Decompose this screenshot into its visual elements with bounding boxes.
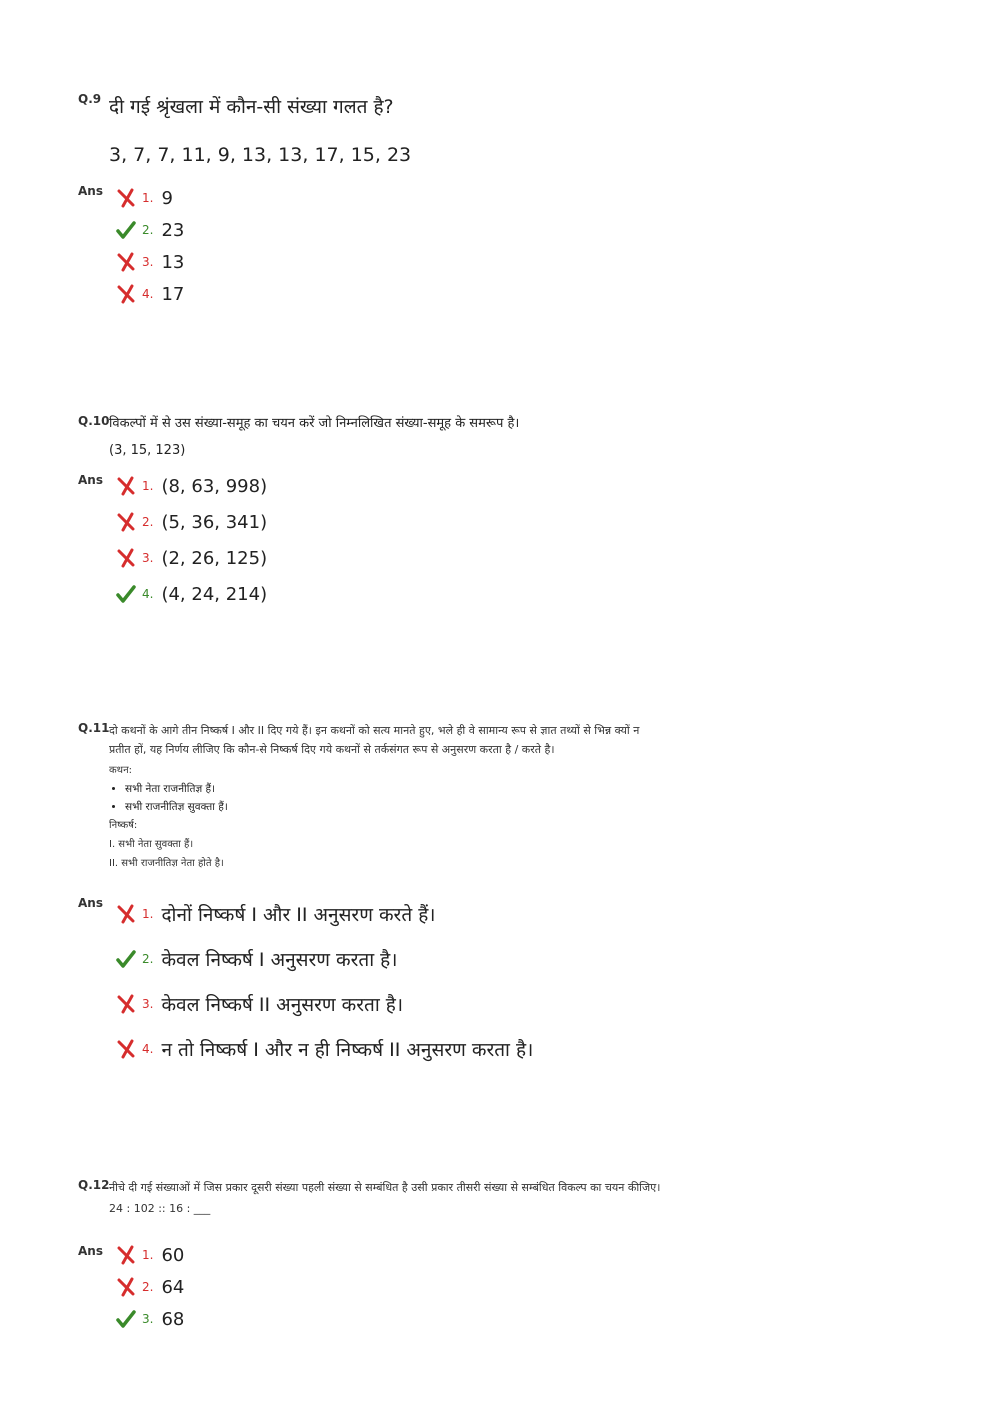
option-3[interactable]: [116, 1303, 184, 1335]
statements-label: कथन:: [109, 765, 132, 776]
option-3[interactable]: [116, 981, 533, 1026]
cross-icon: [116, 904, 136, 924]
option-text: (2, 26, 125): [161, 547, 268, 569]
options-list: [116, 182, 184, 310]
statement-item: • सभी नेता राजनीतिज्ञ हैं।: [125, 780, 678, 798]
check-icon: [116, 220, 136, 240]
option-text: 60: [161, 1244, 185, 1266]
ans-label: Ans: [78, 184, 103, 198]
question-11: [78, 721, 678, 1061]
option-number: 1.: [142, 479, 154, 493]
question-number: Q.9: [78, 92, 102, 106]
option-text: न तो निष्कर्ष I और न ही निष्कर्ष II अनुसरण करता है।: [161, 1038, 534, 1061]
option-number: 4.: [142, 587, 154, 601]
ans-label: Ans: [78, 1244, 103, 1258]
option-text: 64: [161, 1276, 185, 1298]
cross-icon: [116, 1277, 136, 1297]
option-number: 3.: [142, 255, 154, 269]
statements-list: [109, 780, 678, 816]
option-2[interactable]: [116, 504, 267, 540]
option-text: 68: [161, 1308, 185, 1330]
option-number: 4.: [142, 287, 154, 301]
cross-icon: [116, 1245, 136, 1265]
conclusion-item: I. सभी नेता सुवक्ता हैं।: [109, 839, 194, 850]
question-9: [78, 92, 678, 305]
option-1[interactable]: [116, 182, 184, 214]
option-text: (8, 63, 998): [161, 475, 268, 497]
option-2[interactable]: [116, 936, 533, 981]
question-stem: नीचे दी गई संख्याओं में जिस प्रकार दूसरी संख्या पहली संख्या से सम्बंधित है उसी प्रकार तीसरी संख्या से सम्बंधित विकल्प का चयन कीजिए।: [109, 1181, 661, 1194]
cross-icon: [116, 512, 136, 532]
question-number: Q.11: [78, 721, 110, 735]
question-stem: दो कथनों के आगे तीन निष्कर्ष I और II दिए गये हैं। इन कथनों को सत्य मानते हुए, भले ही वे सामान्य रूप से ज्ञात तथ्यों से भिन्न क्यों न प्रतीत हों, यह निर्णय लीजिए कि कौन-से निष्कर्ष दिए गये कथनों से तर्कसंगत रूप से अनुसरण करता है / करते है।: [109, 724, 640, 756]
option-4[interactable]: [116, 576, 267, 612]
cross-icon: [116, 284, 136, 304]
options-list: [116, 891, 533, 1071]
question-stem: विकल्पों में से उस संख्या-समूह का चयन करें जो निम्नलिखित संख्या-समूह के समरूप है।: [109, 416, 520, 431]
question-12: [78, 1178, 678, 1330]
option-2[interactable]: [116, 214, 184, 246]
option-text: केवल निष्कर्ष II अनुसरण करता है।: [161, 993, 404, 1016]
option-number: 2.: [142, 515, 154, 529]
option-number: 3.: [142, 551, 154, 565]
option-number: 4.: [142, 1041, 154, 1056]
option-number: 2.: [142, 951, 154, 966]
option-number: 1.: [142, 191, 154, 205]
question-number: Q.10: [78, 414, 110, 428]
option-number: 1.: [142, 1248, 154, 1262]
option-text: (4, 24, 214): [161, 583, 268, 605]
options-list: [116, 468, 267, 612]
option-text: 9: [161, 187, 173, 209]
option-number: 3.: [142, 996, 154, 1011]
option-1[interactable]: [116, 1239, 184, 1271]
check-icon: [116, 1309, 136, 1329]
option-text: 17: [161, 283, 185, 305]
number-series: (3, 15, 123): [109, 443, 186, 458]
cross-icon: [116, 252, 136, 272]
question-stem: दी गई श्रृंखला में कौन-सी संख्या गलत है?: [109, 96, 394, 118]
conclusion-item: II. सभी राजनीतिज्ञ नेता होते है।: [109, 858, 224, 869]
check-icon: [116, 949, 136, 969]
option-3[interactable]: [116, 246, 184, 278]
number-series: 24 : 102 :: 16 : ___: [109, 1202, 211, 1215]
option-text: (5, 36, 341): [161, 511, 268, 533]
question-10: [78, 414, 678, 605]
statement-item: • सभी राजनीतिज्ञ सुवक्ता हैं।: [125, 798, 678, 816]
check-icon: [116, 584, 136, 604]
cross-icon: [116, 548, 136, 568]
option-4[interactable]: [116, 278, 184, 310]
option-text: केवल निष्कर्ष I अनुसरण करता है।: [161, 948, 398, 971]
option-number: 2.: [142, 1280, 154, 1294]
option-number: 1.: [142, 906, 154, 921]
number-series: 3, 7, 7, 11, 9, 13, 13, 17, 15, 23: [109, 144, 412, 166]
cross-icon: [116, 1039, 136, 1059]
cross-icon: [116, 476, 136, 496]
option-number: 3.: [142, 1312, 154, 1326]
options-list: [116, 1239, 184, 1335]
option-1[interactable]: [116, 468, 267, 504]
option-2[interactable]: [116, 1271, 184, 1303]
option-3[interactable]: [116, 540, 267, 576]
option-text: 13: [161, 251, 185, 273]
option-number: 2.: [142, 223, 154, 237]
cross-icon: [116, 994, 136, 1014]
ans-label: Ans: [78, 473, 103, 487]
option-text: 23: [161, 219, 185, 241]
option-1[interactable]: [116, 891, 533, 936]
question-number: Q.12: [78, 1178, 110, 1192]
cross-icon: [116, 188, 136, 208]
ans-label: Ans: [78, 896, 103, 910]
option-text: दोनों निष्कर्ष I और II अनुसरण करते हैं।: [161, 903, 436, 926]
conclusions-label: निष्कर्ष:: [109, 820, 138, 831]
option-4[interactable]: [116, 1026, 533, 1071]
